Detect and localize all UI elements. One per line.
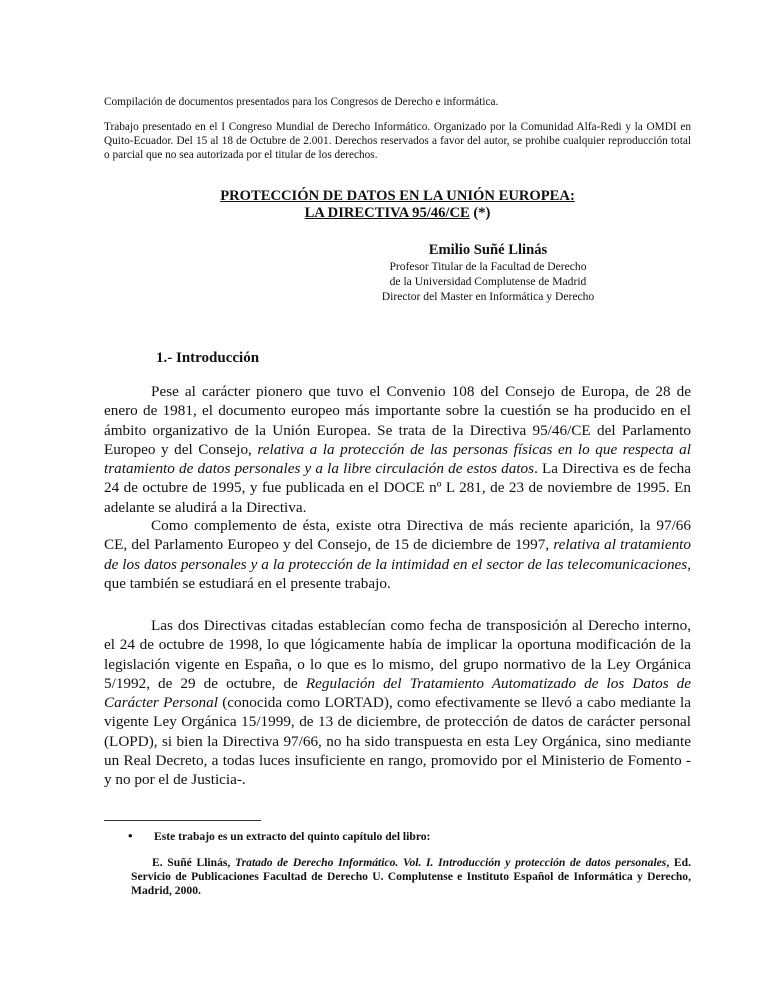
affiliation-line: Director del Master en Informática y Derecho [381,290,595,303]
footnote-intro [128,829,430,844]
title-footnote-marker: (*) [473,204,491,221]
bullet-icon: • [128,828,133,843]
title-line-1 [104,188,691,205]
paragraph-text: Las dos Directivas citadas establecían como fecha de transposición al Derecho interno, el 24 de octubre de 1998, lo que lógicamente había de implicar la oportuna modificación de la legislación vigente en España, o lo que es lo mismo, del grupo normativo de la Ley Orgánica 5/1992, de 29 de octubre, de [104,617,691,692]
rights-note: Trabajo presentado en el I Congreso Mundial de Derecho Informático. Organizado por la Comunidad Alfa-Redi y la OMDI en Quito-Ecuador. Del 15 al 18 de Octubre de 2.001. Derechos reservados a favor del autor, se prohibe cualquier reproducción total o parcial que no sea autorizada por el titular de los derechos. [104,121,691,161]
author-name: Emilio Suñé Llinás [428,242,548,258]
citation-publisher: , Ed. Servicio de Publicaciones Facultad de Derecho U. Complutense e Instituto Español de Informática y Derecho, Madrid, 2000. [131,856,691,897]
title-line-2-text: LA DIRECTIVA 95/46/CE [304,204,470,221]
title-line-1-text: PROTECCIÓN DE DATOS EN LA UNIÓN EUROPEA: [220,188,575,204]
footnote-divider [104,820,261,821]
paragraph [104,382,691,517]
citation-author: E. Suñé Llinás, [152,856,235,869]
paragraph-text: (conocida como LORTAD), como efectivamente se llevó a cabo mediante la vigente Ley Orgánica 15/1999, de 13 de diciembre, de protección de datos de carácter personal (LOPD), si bien la Directiva 97/66, no ha sido transpuesta en esta Ley Orgánica, sino mediante un Real Decreto, a todas luces insuficiente en rango, promovido por el Ministerio de Fomento -y no por el de Justicia-. [104,694,691,789]
paragraph-text: Como complemento de ésta, existe otra Directiva de más reciente aparición, la 97/66 CE, del Parlamento Europeo y del Consejo, de 15 de diciembre de 1997, [104,517,691,554]
document-title [104,188,691,221]
paragraph-text: , que también se estudiará en el presente trabajo. [104,555,691,592]
footnote-citation [131,856,691,898]
affiliation-line: de la Universidad Complutense de Madrid [389,275,587,288]
affiliation-line: Profesor Titular de la Facultad de Derecho [389,260,587,273]
citation-title: Tratado de Derecho Informático. Vol. I. Introducción y protección de datos personales [234,856,667,869]
paragraph [104,516,691,593]
title-line-2 [104,205,691,222]
compilation-note: Compilación de documentos presentados para los Congresos de Derecho e informática. [104,96,499,108]
author-block [360,242,616,304]
section-heading: 1.- Introducción [156,350,260,366]
paragraph [104,616,691,790]
paragraph-text: Pese al carácter pionero que tuvo el Convenio 108 del Consejo de Europa, de 28 de enero de 1981, el documento europeo más importante sobre la cuestión se ha producido en el ámbito organizativo de la Unión Europea. Se trata de la Directiva 95/46/CE del Parlamento Europeo y del Consejo, [104,383,691,458]
footnote-intro-text: Este trabajo es un extracto del quinto capítulo del libro: [154,830,431,843]
paragraph-italic-text: relativa al tratamiento de los datos personales y a la protección de la intimidad en el sector de las telecomunicaciones [104,536,691,573]
paragraph-italic-text: relativa a la protección de las personas físicas en lo que respecta al tratamiento de datos personales y a la libre circulación de estos datos [104,440,691,478]
author-affiliation [360,259,616,304]
paragraph-italic-text: Regulación del Tratamiento Automatizado de los Datos de Carácter Personal [104,674,692,712]
paragraph-text: . La Directiva es de fecha 24 de octubre de 1995, y fue publicada en el DOCE nº L 281, de 23 de noviembre de 1995. En adelante se aludirá a la Directiva. [104,460,691,516]
